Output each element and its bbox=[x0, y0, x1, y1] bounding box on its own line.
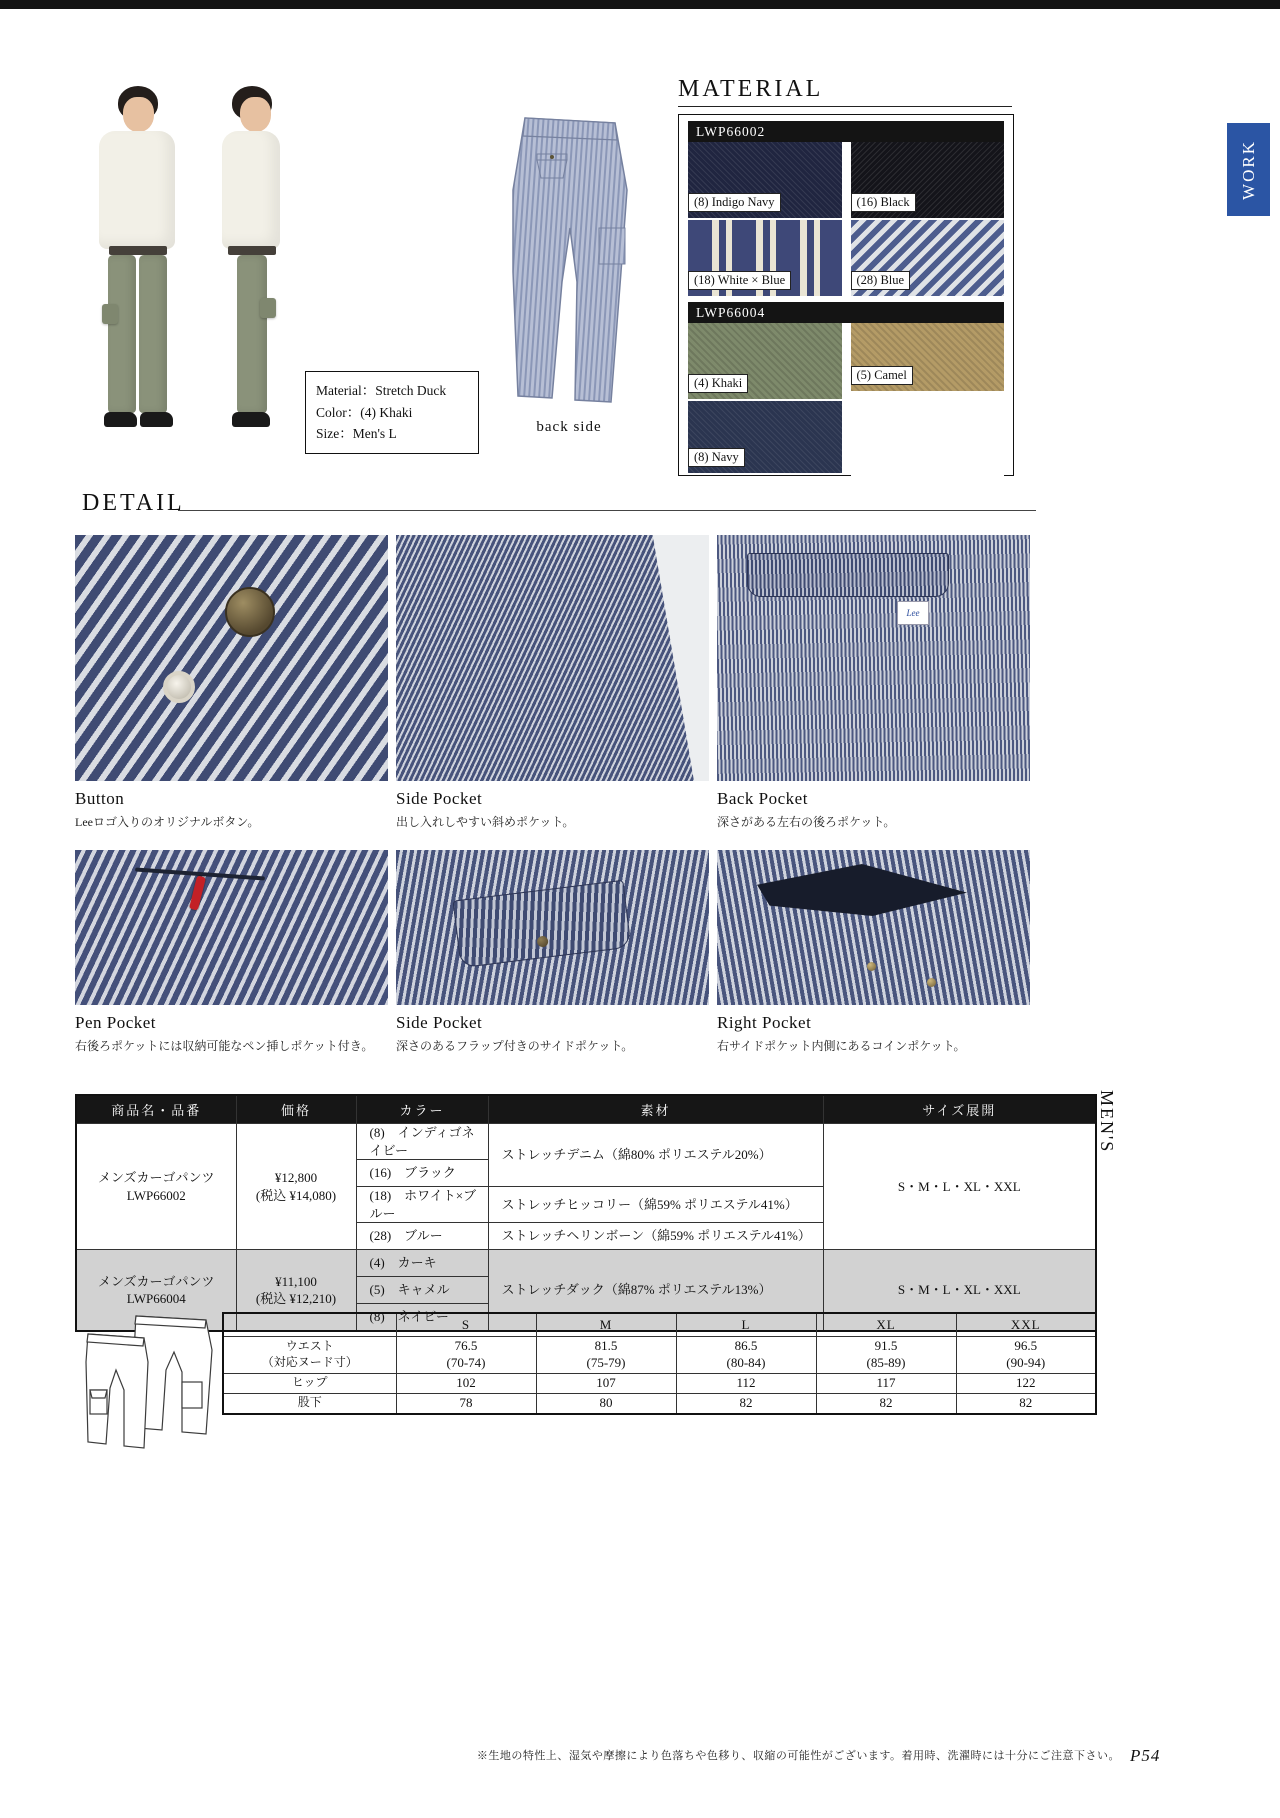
sizes-cell: S・M・L・XL・XXL bbox=[823, 1250, 1096, 1332]
model-belt bbox=[109, 246, 167, 255]
work-category-label: WORK bbox=[1238, 139, 1258, 200]
waist-value: 91.5 (85-89) bbox=[816, 1337, 956, 1374]
hip-value: 112 bbox=[676, 1373, 816, 1393]
waist-sublabel: （対応ヌード寸） bbox=[261, 1354, 358, 1369]
inseam-value: 82 bbox=[676, 1393, 816, 1413]
material-cell: ストレッチデニム（綿80% ポリエステル20%） bbox=[488, 1124, 823, 1187]
rivet-icon bbox=[867, 962, 876, 971]
sizes-cell: S・M・L・XL・XXL bbox=[823, 1124, 1096, 1250]
product-code: LWP66004 bbox=[126, 1291, 186, 1307]
detail-title: Back Pocket bbox=[717, 789, 808, 808]
size-col-s: S bbox=[396, 1313, 536, 1337]
model-shoe bbox=[232, 412, 270, 427]
hip-value: 107 bbox=[536, 1373, 676, 1393]
hip-value: 122 bbox=[956, 1373, 1096, 1393]
product-code: LWP66002 bbox=[126, 1187, 186, 1203]
detail-title: Side Pocket bbox=[396, 789, 483, 808]
model-photo-front bbox=[84, 86, 190, 446]
table-row-waist bbox=[223, 1337, 1096, 1374]
model-shirt bbox=[222, 131, 280, 249]
waist-label: ウエスト bbox=[285, 1339, 334, 1354]
detail-title: Pen Pocket bbox=[75, 1013, 157, 1032]
size-col-xxl: XXL bbox=[956, 1313, 1096, 1337]
swatch-khaki bbox=[688, 323, 842, 399]
top-black-bar bbox=[0, 0, 1280, 9]
model-pants-leg bbox=[108, 255, 136, 413]
col-header-material: 素材 bbox=[488, 1095, 823, 1124]
model-photo-back bbox=[198, 86, 304, 446]
detail-section-title: DETAIL bbox=[82, 490, 185, 516]
page-number: P54 bbox=[1130, 1746, 1161, 1765]
size-table bbox=[222, 1312, 1097, 1415]
swatch-label: (5) Camel bbox=[851, 366, 913, 385]
color-cell: (8) インディゴネイビー bbox=[356, 1124, 488, 1160]
col-header-color: カラー bbox=[356, 1095, 488, 1124]
color-cell: (5) キャメル bbox=[356, 1277, 488, 1304]
color-cell: (4) カーキ bbox=[356, 1250, 488, 1277]
color-cell: (18) ホワイト×ブルー bbox=[356, 1187, 488, 1223]
product-table bbox=[75, 1094, 1097, 1332]
detail-title-rule bbox=[178, 510, 1036, 511]
swatch-label: (28) Blue bbox=[851, 271, 911, 290]
detail-item-side-pocket-flap bbox=[396, 850, 709, 1054]
detail-item-right-pocket bbox=[717, 850, 1030, 1054]
model-belt bbox=[228, 246, 276, 255]
detail-item-back-pocket bbox=[717, 535, 1030, 830]
size-col-l: L bbox=[676, 1313, 816, 1337]
coin-pocket-opening bbox=[757, 864, 967, 916]
swatch-black bbox=[851, 142, 1005, 218]
size-corner-cell bbox=[223, 1313, 396, 1337]
material-title-rule bbox=[678, 106, 1012, 107]
material-group-code: LWP66004 bbox=[688, 302, 1004, 323]
col-header-product: 商品名・品番 bbox=[76, 1095, 236, 1124]
spec-size: Size：Men's L bbox=[316, 426, 397, 442]
detail-item-side-pocket bbox=[396, 535, 709, 830]
lee-tag: Lee bbox=[897, 601, 929, 625]
row-label-inseam: 股下 bbox=[223, 1393, 396, 1413]
footer-caution-note: ※生地の特性上、湿気や摩擦により色落ちや色移り、収縮の可能性がございます。着用時、洗濯時には十分にご注意下さい。 bbox=[476, 1750, 1120, 1762]
pants-sketch-drawing bbox=[78, 1312, 223, 1452]
model-face bbox=[240, 97, 271, 132]
flap-button-icon bbox=[537, 935, 549, 947]
detail-desc: 右後ろポケットには収納可能なペン挿しポケット付き。 bbox=[75, 1039, 374, 1053]
back-side-caption: back side bbox=[536, 419, 602, 435]
size-col-xl: XL bbox=[816, 1313, 956, 1337]
side-pocket-flap bbox=[452, 880, 631, 968]
detail-photo-back-pocket bbox=[717, 535, 1030, 781]
detail-item-pen-pocket bbox=[75, 850, 388, 1054]
inseam-value: 78 bbox=[396, 1393, 536, 1413]
hip-value: 117 bbox=[816, 1373, 956, 1393]
spec-color: Color：(4) Khaki bbox=[316, 404, 413, 420]
product-name: メンズカーゴパンツ bbox=[97, 1273, 215, 1289]
swatch-label: (16) Black bbox=[851, 193, 916, 212]
table-row bbox=[76, 1250, 1096, 1277]
size-table-header-row bbox=[223, 1313, 1096, 1337]
material-cell: ストレッチヘリンボーン（綿59% ポリエステル41%） bbox=[488, 1223, 823, 1250]
waist-value: 96.5 (90-94) bbox=[956, 1337, 1096, 1374]
detail-desc: 出し入れしやすい斜めポケット。 bbox=[396, 815, 575, 829]
swatch-label: (4) Khaki bbox=[688, 374, 748, 393]
detail-photo-pen-pocket bbox=[75, 850, 388, 1005]
swatch-blue bbox=[851, 220, 1005, 296]
detail-photo-button bbox=[75, 535, 388, 781]
material-panel bbox=[678, 114, 1014, 476]
pants-back-illustration bbox=[473, 110, 665, 410]
detail-desc: 深さのあるフラップ付きのサイドポケット。 bbox=[396, 1039, 634, 1053]
material-cell: ストレッチダック（綿87% ポリエステル13%） bbox=[488, 1250, 823, 1332]
swatch-camel bbox=[851, 323, 1005, 391]
inseam-value: 82 bbox=[816, 1393, 956, 1413]
price: ¥11,100 bbox=[275, 1273, 317, 1289]
swatch-white-blue bbox=[688, 220, 842, 296]
detail-desc: 右サイドポケット内側にあるコインポケット。 bbox=[717, 1039, 966, 1053]
waist-value: 76.5 (70-74) bbox=[396, 1337, 536, 1374]
back-side-photo bbox=[473, 110, 665, 436]
snap-rivet-icon bbox=[163, 671, 195, 703]
detail-photo-side-pocket bbox=[396, 535, 709, 781]
table-row-inseam bbox=[223, 1393, 1096, 1413]
detail-title: Right Pocket bbox=[717, 1013, 812, 1032]
swatch-label: (8) Navy bbox=[688, 448, 745, 467]
pants-sketch bbox=[78, 1312, 223, 1457]
waist-value: 81.5 (75-79) bbox=[536, 1337, 676, 1374]
price-tax: (税込 ¥12,210) bbox=[255, 1291, 337, 1307]
spec-info-box bbox=[305, 371, 479, 454]
cargo-pocket bbox=[260, 298, 276, 318]
detail-photo-right-pocket bbox=[717, 850, 1030, 1005]
swatch-label: (18) White × Blue bbox=[688, 271, 791, 290]
col-header-price: 価格 bbox=[236, 1095, 356, 1124]
rivet-icon bbox=[927, 978, 936, 987]
product-name-cell bbox=[76, 1124, 236, 1250]
detail-item-button bbox=[75, 535, 388, 830]
swatch-navy bbox=[688, 401, 842, 473]
model-face bbox=[123, 97, 154, 132]
detail-desc: Leeロゴ入りのオリジナルボタン。 bbox=[75, 815, 260, 829]
mens-section-label: MEN'S bbox=[1097, 1090, 1117, 1154]
pocket-opening-highlight bbox=[584, 535, 709, 781]
price-tax: (税込 ¥14,080) bbox=[255, 1187, 337, 1203]
model-shoe bbox=[104, 412, 137, 427]
product-name: メンズカーゴパンツ bbox=[97, 1170, 215, 1186]
swatch-indigo-navy bbox=[688, 142, 842, 218]
material-section-title: MATERIAL bbox=[678, 76, 824, 102]
detail-photo-side-pocket-flap bbox=[396, 850, 709, 1005]
size-col-m: M bbox=[536, 1313, 676, 1337]
model-shirt bbox=[99, 131, 175, 249]
row-label-waist bbox=[223, 1337, 396, 1374]
table-row-hip bbox=[223, 1373, 1096, 1393]
work-category-tab[interactable] bbox=[1227, 123, 1270, 216]
red-pen-clip-icon bbox=[189, 875, 206, 910]
price: ¥12,800 bbox=[274, 1170, 318, 1186]
spec-material: Material：Stretch Duck bbox=[316, 383, 447, 398]
swatch-empty bbox=[851, 401, 1005, 477]
product-table-header-row bbox=[76, 1095, 1096, 1124]
color-cell: (8) ネイビー bbox=[356, 1304, 488, 1332]
hip-value: 102 bbox=[396, 1373, 536, 1393]
detail-title: Side Pocket bbox=[396, 1013, 483, 1032]
model-shoe bbox=[140, 412, 173, 427]
inseam-value: 80 bbox=[536, 1393, 676, 1413]
detail-desc: 深さがある左右の後ろポケット。 bbox=[717, 815, 896, 829]
price-cell bbox=[236, 1124, 356, 1250]
material-cell: ストレッチヒッコリー（綿59% ポリエステル41%） bbox=[488, 1187, 823, 1223]
model-pants-leg bbox=[139, 255, 167, 413]
swatch-label: (8) Indigo Navy bbox=[688, 193, 781, 212]
color-cell: (16) ブラック bbox=[356, 1160, 488, 1187]
row-label-hip: ヒップ bbox=[223, 1373, 396, 1393]
cargo-pocket bbox=[102, 304, 118, 324]
col-header-sizes: サイズ展開 bbox=[823, 1095, 1096, 1124]
color-cell: (28) ブルー bbox=[356, 1223, 488, 1250]
waist-value: 86.5 (80-84) bbox=[676, 1337, 816, 1374]
material-group-code: LWP66002 bbox=[688, 121, 1004, 142]
lee-button-icon bbox=[225, 587, 275, 637]
table-row bbox=[76, 1124, 1096, 1160]
detail-title: Button bbox=[75, 789, 125, 808]
inseam-value: 82 bbox=[956, 1393, 1096, 1413]
model-pants-leg bbox=[237, 255, 267, 413]
back-pocket-flap bbox=[747, 553, 949, 597]
